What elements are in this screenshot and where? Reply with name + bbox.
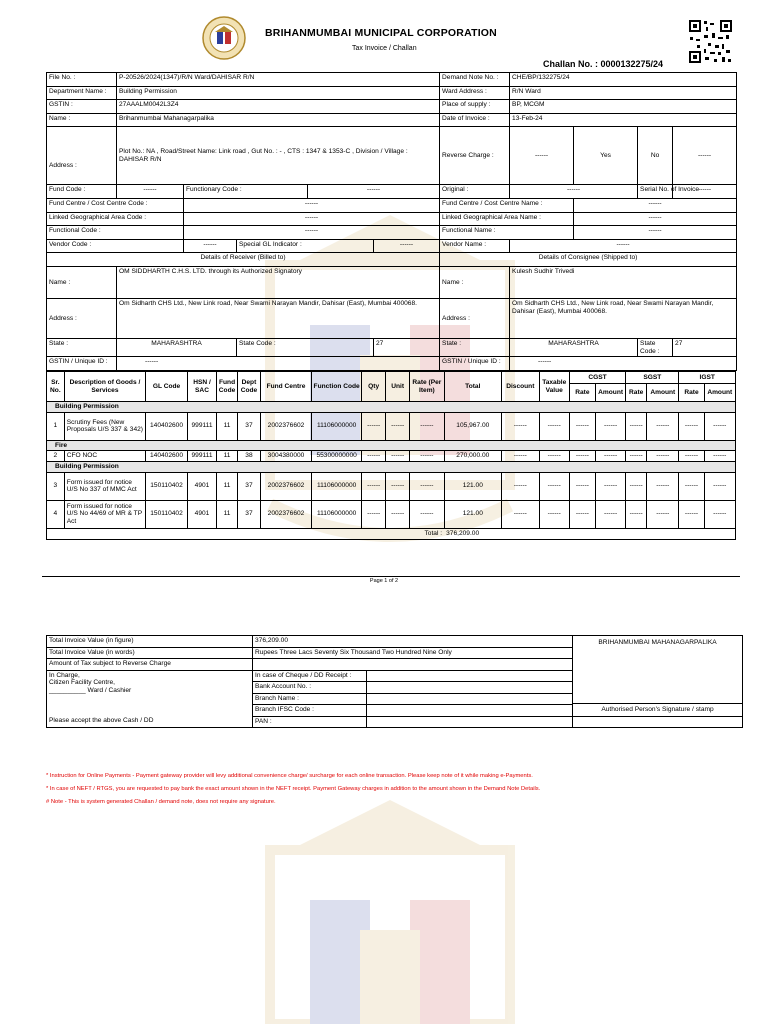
consignee-state-code-label: State Code : xyxy=(638,338,673,356)
invoice-figure-label: Total Invoice Value (in figure) xyxy=(47,636,253,648)
cashier-block xyxy=(47,670,253,716)
vendor-name: ------ xyxy=(510,239,737,253)
consignee-gstin: ------ xyxy=(510,357,737,371)
ifsc-label: Branch IFSC Code : xyxy=(253,705,367,717)
functional-name: ------ xyxy=(574,226,737,240)
consignee-state: MAHARASHTRA xyxy=(510,338,638,356)
row-gl-code: 150110402 xyxy=(146,472,188,500)
gstin: 27AAALM0042L3Z4 xyxy=(117,100,440,114)
fund-code-label: Fund Code : xyxy=(47,185,117,199)
row-gl-code: 150110402 xyxy=(146,500,188,528)
functional-name-label: Functional Name : xyxy=(440,226,574,240)
branch-name-value xyxy=(367,693,573,705)
grand-total: 376,209.00 xyxy=(444,528,735,539)
row-dept-code: 37 xyxy=(237,500,260,528)
row-sgst-amount: ------ xyxy=(647,451,679,462)
total-label: Total : xyxy=(47,528,445,539)
consignee-address-label: Address : xyxy=(440,298,510,338)
col-dept-code: Dept Code xyxy=(237,372,260,402)
receiver-state-code-label: State Code : xyxy=(237,338,374,356)
note-online: * Instruction for Online Payments - Payment gateway provider will levy additional convenience charge/ surcharge for each online transaction. Please keep note of it while making e-Payments. xyxy=(46,773,533,779)
row-sgst-amount: ------ xyxy=(647,472,679,500)
row-sr: 2 xyxy=(47,451,65,462)
row-discount: ------ xyxy=(502,451,540,462)
section-heading: Fire xyxy=(47,440,736,451)
functional-code: ------ xyxy=(184,226,440,240)
row-cgst-rate: ------ xyxy=(569,412,595,440)
row-taxable: ------ xyxy=(539,472,569,500)
row-unit: ------ xyxy=(386,500,410,528)
serial-no: ------ xyxy=(673,185,737,199)
payment-notes xyxy=(46,770,540,809)
row-qty: ------ xyxy=(362,451,386,462)
receiver-gstin-label: GSTIN / Unique ID : xyxy=(47,357,117,371)
row-taxable: ------ xyxy=(539,451,569,462)
row-sgst-amount: ------ xyxy=(647,500,679,528)
row-qty: ------ xyxy=(362,412,386,440)
lga-name-label: Linked Geographical Area Name : xyxy=(440,212,574,226)
note-system: # Note - This is system generated Challan / demand note, does not require any signature. xyxy=(46,799,276,805)
reverse-charge-yes: Yes xyxy=(574,127,638,185)
col-gl-code: GL Code xyxy=(146,372,188,402)
row-function-code: 11106000000 xyxy=(312,472,362,500)
functionary-code: ------ xyxy=(308,185,440,199)
receiver-name: OM SIDDHARTH C.H.S. LTD. through its Authorized Signatory xyxy=(117,266,440,298)
lga-code: ------ xyxy=(184,212,440,226)
gl-indicator: ------ xyxy=(374,239,440,253)
row-gl-code: 140402600 xyxy=(146,451,188,462)
fund-code: ------ xyxy=(117,185,184,199)
functionary-label: Functionary Code : xyxy=(184,185,308,199)
row-unit: ------ xyxy=(386,451,410,462)
invoice-details-table xyxy=(46,72,737,371)
col-sgst: SGST xyxy=(626,372,679,384)
row-total: 270,000.00 xyxy=(444,451,501,462)
col-fund-centre: Fund Centre xyxy=(260,372,311,402)
address-label: Address : xyxy=(47,127,117,185)
vendor-name-label: Vendor Name : xyxy=(440,239,510,253)
row-discount: ------ xyxy=(502,472,540,500)
reverse-charge-amount xyxy=(253,659,573,671)
page-number: Page 1 of 2 xyxy=(369,578,399,584)
cheque-value xyxy=(367,670,573,682)
receiver-state: MAHARASHTRA xyxy=(117,338,237,356)
row-taxable: ------ xyxy=(539,412,569,440)
cheque-label: In case of Cheque / DD Receipt : xyxy=(253,670,367,682)
row-function-code: 55300000000 xyxy=(312,451,362,462)
row-rate: ------ xyxy=(410,412,444,440)
fund-centre-name: ------ xyxy=(574,198,737,212)
row-hsn: 4901 xyxy=(187,472,216,500)
row-cgst-amount: ------ xyxy=(595,451,625,462)
row-igst-rate: ------ xyxy=(679,451,704,462)
row-sr: 1 xyxy=(47,412,65,440)
row-unit: ------ xyxy=(386,472,410,500)
col-rate: Rate (Per Item) xyxy=(410,372,444,402)
row-fund-code: 11 xyxy=(217,451,238,462)
row-sr: 3 xyxy=(47,472,65,500)
row-fund-centre: 2002376602 xyxy=(260,412,311,440)
demand-note: CHE/BP/132275/24 xyxy=(510,73,737,87)
col-qty: Qty xyxy=(362,372,386,402)
row-function-code: 11106000000 xyxy=(312,500,362,528)
section-heading: Building Permission xyxy=(47,462,736,473)
row-cgst-rate: ------ xyxy=(569,451,595,462)
note-neft: * In case of NEFT / RTGS, you are requested to pay bank the exact amount shown in the NEFT receipt. Payment Gateway charges in addition to the amount shown in the Demand Note Details. xyxy=(46,786,541,792)
file-no: P-20526/2024(1347)/R/N Ward/DAHISAR R/N xyxy=(117,73,440,87)
row-hsn: 4901 xyxy=(187,500,216,528)
row-description: Form issued for notice U/S No 44/69 of MR & TP Act xyxy=(64,500,145,528)
reverse-charge-label: Reverse Charge : xyxy=(440,127,510,185)
ward-label: Ward Address : xyxy=(440,86,510,100)
row-igst-amount: ------ xyxy=(704,472,735,500)
receiver-state-label: State : xyxy=(47,338,117,356)
row-dept-code: 38 xyxy=(237,451,260,462)
place-of-supply: BP, MCGM xyxy=(510,100,737,114)
department: Building Permission xyxy=(117,86,440,100)
branch-name-label: Branch Name : xyxy=(253,693,367,705)
payment-summary-table xyxy=(46,635,743,728)
row-gl-code: 140402600 xyxy=(146,412,188,440)
col-taxable-value: Taxable Value xyxy=(539,372,569,402)
row-igst-rate: ------ xyxy=(679,412,704,440)
col-cgst-amount: Amount xyxy=(595,384,625,402)
col-fund-code: Fund Code xyxy=(217,372,238,402)
receiver-heading: Details of Receiver (Billed to) xyxy=(47,253,440,267)
row-function-code: 11106000000 xyxy=(312,412,362,440)
row-discount: ------ xyxy=(502,500,540,528)
qr-code-icon xyxy=(688,19,733,64)
col-description: Description of Goods / Services xyxy=(64,372,145,402)
consignee-state-label: State : xyxy=(440,338,510,356)
row-taxable: ------ xyxy=(539,500,569,528)
document-header xyxy=(0,0,768,72)
row-total: 105,967.00 xyxy=(444,412,501,440)
row-sgst-rate: ------ xyxy=(626,500,647,528)
original-label: Original : xyxy=(440,185,510,199)
row-total: 121.00 xyxy=(444,472,501,500)
row-description: Scrutiny Fees (New Proposals U/S 337 & 342) xyxy=(64,412,145,440)
doc-subtitle: Tax Invoice / Challan xyxy=(352,45,417,52)
consignee-gstin-label: GSTIN / Unique ID : xyxy=(440,357,510,371)
invoice-words-label: Total Invoice Value (in words) xyxy=(47,647,253,659)
consignee-heading: Details of Consignee (Shipped to) xyxy=(440,253,737,267)
pan-value xyxy=(367,716,573,728)
row-rate: ------ xyxy=(410,472,444,500)
row-cgst-amount: ------ xyxy=(595,412,625,440)
row-description: Form issued for notice U/S No 337 of MMC Act xyxy=(64,472,145,500)
ward: R/N Ward xyxy=(510,86,737,100)
col-cgst: CGST xyxy=(569,372,625,384)
col-igst-amount: Amount xyxy=(704,384,735,402)
col-igst-rate: Rate xyxy=(679,384,704,402)
gl-indicator-label: Special GL Indicator : xyxy=(237,239,374,253)
reverse-charge-dash: ------ xyxy=(673,127,737,185)
row-hsn: 999111 xyxy=(187,451,216,462)
ward-cashier: __________ Ward / Cashier xyxy=(49,686,132,694)
row-sgst-rate: ------ xyxy=(626,451,647,462)
table-row xyxy=(47,451,736,462)
bmc-emblem-watermark xyxy=(250,790,530,1024)
fund-centre: ------ xyxy=(184,198,440,212)
bank-account-value xyxy=(367,682,573,694)
bmc-logo-icon xyxy=(202,16,246,60)
date-label: Date of Invoice : xyxy=(440,113,510,127)
line-items-table xyxy=(46,371,736,540)
row-rate: ------ xyxy=(410,500,444,528)
challan-number: Challan No. : 0000132275/24 xyxy=(543,59,664,69)
vendor-code-label: Vendor Code : xyxy=(47,239,184,253)
name-label: Name : xyxy=(47,113,117,127)
department-label: Department Name : xyxy=(47,86,117,100)
col-sr: Sr. No. xyxy=(47,372,65,402)
citizen-facility: Citizen Facility Centre, xyxy=(49,679,115,687)
row-dept-code: 37 xyxy=(237,472,260,500)
address: Plot No.: NA , Road/Street Name: Link road , Gut No. : - , CTS : 1347 & 1353-C , Division / Village : DAHISAR R/N xyxy=(117,127,440,185)
row-description: CFO NOC xyxy=(64,451,145,462)
col-cgst-rate: Rate xyxy=(569,384,595,402)
row-sgst-amount: ------ xyxy=(647,412,679,440)
row-igst-amount: ------ xyxy=(704,500,735,528)
section-heading: Building Permission xyxy=(47,402,736,413)
lga-code-label: Linked Geographical Area Code : xyxy=(47,212,184,226)
col-igst: IGST xyxy=(679,372,736,384)
row-igst-amount: ------ xyxy=(704,412,735,440)
org-signature-box xyxy=(573,636,743,717)
row-sr: 4 xyxy=(47,500,65,528)
row-hsn: 999111 xyxy=(187,412,216,440)
file-no-label: File No. : xyxy=(47,73,117,87)
row-fund-centre: 2002376602 xyxy=(260,500,311,528)
row-cgst-rate: ------ xyxy=(569,500,595,528)
row-unit: ------ xyxy=(386,412,410,440)
pan-label: PAN : xyxy=(253,716,367,728)
row-fund-centre: 3004380000 xyxy=(260,451,311,462)
invoice-date: 13-Feb-24 xyxy=(510,113,737,127)
col-hsn: HSN / SAC xyxy=(187,372,216,402)
receiver-address: Om Sidharth CHS Ltd., New Link road, Near Swami Narayan Mandir, Dahisar (East), Mumbai 400068. xyxy=(117,298,440,338)
row-cgst-rate: ------ xyxy=(569,472,595,500)
receiver-state-code: 27 xyxy=(374,338,440,356)
col-sgst-amount: Amount xyxy=(647,384,679,402)
org-name: BRIHANMUMBAI MAHANAGARPALIKA xyxy=(598,639,717,646)
name: Brihanmumbai Mahanagarpalika xyxy=(117,113,440,127)
reverse-charge-amount-label: Amount of Tax subject to Reverse Charge xyxy=(47,659,253,671)
col-sgst-rate: Rate xyxy=(626,384,647,402)
receiver-name-label: Name : xyxy=(47,266,117,298)
invoice-figure: 376,209.00 xyxy=(253,636,573,648)
serial-label: Serial No. of Invoice xyxy=(638,185,673,199)
row-dept-code: 37 xyxy=(237,412,260,440)
reverse-charge-no: No xyxy=(638,127,673,185)
functional-code-label: Functional Code : xyxy=(47,226,184,240)
in-charge: In Charge, xyxy=(49,671,80,679)
col-discount: Discount xyxy=(502,372,540,402)
invoice-words: Rupees Three Lacs Seventy Six Thousand Two Hundred Nine Only xyxy=(253,647,573,659)
row-discount: ------ xyxy=(502,412,540,440)
row-igst-rate: ------ xyxy=(679,500,704,528)
demand-note-label: Demand Note No. : xyxy=(440,73,510,87)
fund-centre-label: Fund Centre / Cost Centre Code : xyxy=(47,198,184,212)
col-unit: Unit xyxy=(386,372,410,402)
row-rate: ------ xyxy=(410,451,444,462)
consignee-name-label: Name : xyxy=(440,266,510,298)
gstin-label: GSTIN : xyxy=(47,100,117,114)
row-cgst-amount: ------ xyxy=(595,472,625,500)
table-row xyxy=(47,472,736,500)
ifsc-value xyxy=(367,705,573,717)
receiver-gstin: ------ xyxy=(117,357,440,371)
consignee-name: Kulesh Sudhir Trivedi xyxy=(510,266,737,298)
bank-account-label: Bank Account No. : xyxy=(253,682,367,694)
supply-label: Place of supply : xyxy=(440,100,510,114)
consignee-state-code: 27 xyxy=(673,338,737,356)
fund-centre-name-label: Fund Centre / Cost Centre Name : xyxy=(440,198,574,212)
signature-label: Authorised Person's Signature / stamp xyxy=(573,703,742,716)
row-igst-rate: ------ xyxy=(679,472,704,500)
row-sgst-rate: ------ xyxy=(626,472,647,500)
table-row xyxy=(47,500,736,528)
row-total: 121.00 xyxy=(444,500,501,528)
vendor-code: ------ xyxy=(184,239,237,253)
row-fund-code: 11 xyxy=(217,472,238,500)
row-fund-code: 11 xyxy=(217,500,238,528)
col-function-code: Function Code xyxy=(312,372,362,402)
row-qty: ------ xyxy=(362,500,386,528)
lga-name: ------ xyxy=(574,212,737,226)
accept-note: Please accept the above Cash / DD xyxy=(47,716,253,728)
reverse-charge-dash: ------ xyxy=(510,127,574,185)
receiver-address-label: Address : xyxy=(47,298,117,338)
page-divider xyxy=(42,576,740,577)
org-title: BRIHANMUMBAI MUNICIPAL CORPORATION xyxy=(265,27,497,39)
table-row xyxy=(47,412,736,440)
original: ------ xyxy=(510,185,638,199)
row-fund-code: 11 xyxy=(217,412,238,440)
signature-spacer xyxy=(573,716,743,728)
row-fund-centre: 2002376602 xyxy=(260,472,311,500)
row-igst-amount: ------ xyxy=(704,451,735,462)
row-cgst-amount: ------ xyxy=(595,500,625,528)
consignee-address: Om Sidharth CHS Ltd., New Link road, Near Swami Narayan Mandir, Dahisar (East), Mumbai 400068. xyxy=(510,298,737,338)
col-total: Total xyxy=(444,372,501,402)
row-qty: ------ xyxy=(362,472,386,500)
row-sgst-rate: ------ xyxy=(626,412,647,440)
